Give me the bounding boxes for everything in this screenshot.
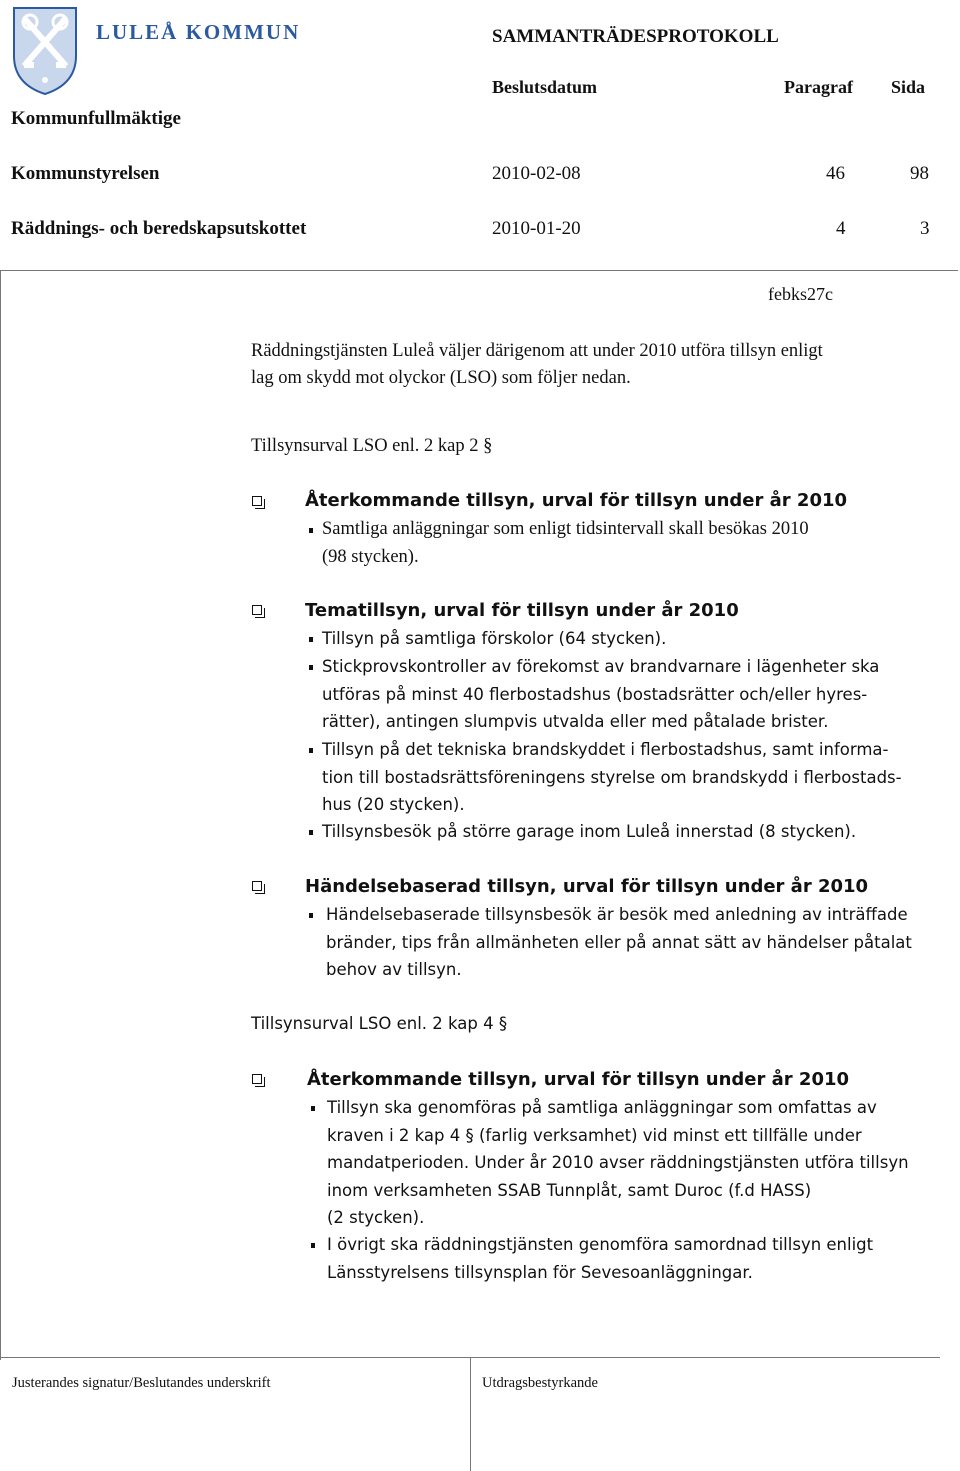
footer-column-divider xyxy=(470,1357,471,1471)
group-title: Tematillsyn, urval för tillsyn under år 2010 xyxy=(305,600,739,621)
checkbox-square-icon xyxy=(252,605,262,615)
list-item-line: Stickprovskontroller av förekomst av brandvarnare i lägenheter ska xyxy=(322,657,880,676)
brand-name: LULEÅ KOMMUN xyxy=(96,20,301,44)
list-item-line: tion till bostadsrättsföreningens styrelse om brandskydd i flerbostads- xyxy=(322,767,902,787)
group-title: Händelsebaserad tillsyn, urval för tillsyn under år 2010 xyxy=(305,876,869,897)
list-item-line: behov av tillsyn. xyxy=(326,960,462,979)
bullet-icon xyxy=(311,1106,315,1111)
intro-line: lag om skydd mot olyckor (LSO) som följer nedan. xyxy=(251,368,631,388)
bullet-icon xyxy=(309,528,313,533)
list-item xyxy=(322,653,879,736)
meeting-page: 98 xyxy=(910,163,929,184)
list-item xyxy=(322,625,666,653)
meeting-body: Räddnings- och beredskapsutskottet xyxy=(11,218,307,239)
group-title: Återkommande tillsyn, urval för tillsyn under år 2010 xyxy=(307,1069,850,1090)
meeting-date: 2010-02-08 xyxy=(492,163,581,184)
intro-paragraph xyxy=(251,338,823,392)
checkbox-square-icon xyxy=(252,881,262,891)
meeting-date: 2010-01-20 xyxy=(492,218,581,239)
section-heading: Tillsynsurval LSO enl. 2 kap 4 § xyxy=(251,1014,508,1033)
extract-label: Utdragsbestyrkande xyxy=(482,1375,598,1391)
list-item-line: I övrigt ska räddningstjänsten genomföra samordnad tillsyn enligt xyxy=(327,1235,874,1254)
content-frame-top-border xyxy=(0,270,958,271)
list-item-line: bränder, tips från allmänheten eller på annat sätt av händelser påtalat xyxy=(326,932,912,952)
list-item xyxy=(322,818,856,846)
bullet-icon xyxy=(309,748,313,753)
list-item-line: Tillsyn på det tekniska brandskyddet i flerbostadshus, samt informa- xyxy=(322,740,889,759)
document-title: SAMMANTRÄDESPROTOKOLL xyxy=(492,26,779,47)
checkbox-square-icon xyxy=(252,496,262,506)
bullet-icon xyxy=(309,830,313,835)
list-item xyxy=(326,901,912,984)
bullet-icon xyxy=(311,1243,315,1248)
list-item xyxy=(327,1231,873,1286)
reference-code: febks27c xyxy=(768,284,833,304)
meeting-body: Kommunstyrelsen xyxy=(11,163,160,184)
list-item-line: inom verksamheten SSAB Tunnplåt, samt Duroc (f.d HASS) xyxy=(327,1180,812,1200)
signature-label: Justerandes signatur/Beslutandes underskrift xyxy=(12,1375,271,1391)
list-item-line: Händelsebaserade tillsynsbesök är besök med anledning av inträffade xyxy=(326,905,908,924)
content-frame-left-border xyxy=(0,270,1,1360)
list-item-line: rätter), antingen slumpvis utvalda eller med påtalade brister. xyxy=(322,712,829,731)
list-item xyxy=(322,736,902,819)
group-title: Återkommande tillsyn, urval för tillsyn under år 2010 xyxy=(305,490,848,511)
bullet-icon xyxy=(309,637,313,642)
list-item-line: utföras på minst 40 flerbostadshus (bostadsrätter och/eller hyres- xyxy=(322,684,868,704)
meeting-page: 3 xyxy=(920,218,930,239)
meeting-paragraph: 4 xyxy=(836,218,846,239)
list-item-line: (2 stycken). xyxy=(327,1208,425,1227)
list-item-line: Tillsyn på samtliga förskolor (64 stycken). xyxy=(322,629,667,648)
municipality-coat-of-arms-icon xyxy=(10,4,80,96)
column-label-date: Beslutsdatum xyxy=(492,77,598,97)
list-item-line: Länsstyrelsens tillsynsplan för Sevesoanläggningar. xyxy=(327,1262,753,1282)
list-item-line: hus (20 stycken). xyxy=(322,795,465,814)
list-item-line: Samtliga anläggningar som enligt tidsintervall skall besökas 2010 xyxy=(322,519,809,539)
list-item xyxy=(322,516,809,571)
list-item-line: Tillsyn ska genomföras på samtliga anläggningar som omfattas av xyxy=(327,1098,877,1117)
column-label-page: Sida xyxy=(891,77,926,97)
list-item xyxy=(327,1094,909,1232)
column-label-paragraph: Paragraf xyxy=(784,77,853,97)
checkbox-square-icon xyxy=(252,1074,262,1084)
list-item-line: kraven i 2 kap 4 § (farlig verksamhet) vid minst ett tillfälle under xyxy=(327,1125,862,1145)
list-item-line: (98 stycken). xyxy=(322,546,419,567)
bullet-icon xyxy=(309,913,313,918)
list-item-line: Tillsynsbesök på större garage inom Luleå innerstad (8 stycken). xyxy=(322,822,857,841)
meeting-paragraph: 46 xyxy=(826,163,845,184)
section-heading: Tillsynsurval LSO enl. 2 kap 2 § xyxy=(251,436,493,456)
organ-name: Kommunfullmäktige xyxy=(11,108,181,129)
list-item-line: mandatperioden. Under år 2010 avser räddningstjänsten utföra tillsyn xyxy=(327,1153,909,1172)
intro-line: Räddningstjänsten Luleå väljer därigenom att under 2010 utföra tillsyn enligt xyxy=(251,341,823,361)
bullet-icon xyxy=(309,665,313,670)
